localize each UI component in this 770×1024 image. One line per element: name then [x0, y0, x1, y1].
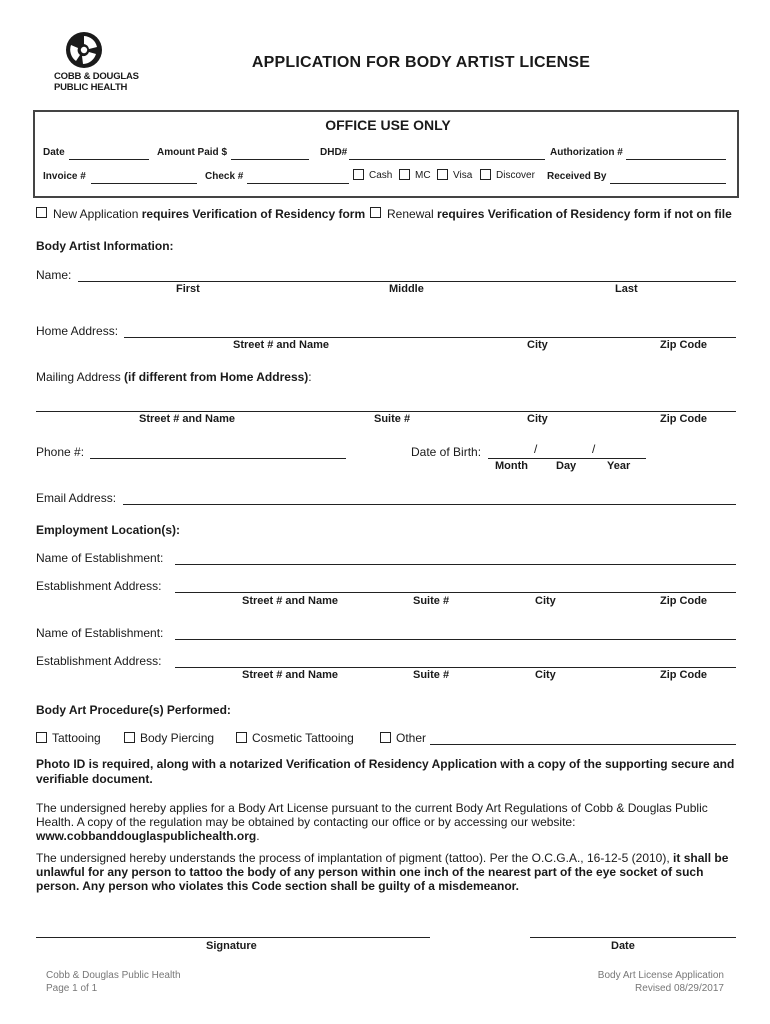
footer-right [598, 969, 724, 995]
dob-separator-1: / [534, 442, 538, 456]
authorization-field[interactable] [626, 159, 726, 160]
body-artist-heading: Body Artist Information: [36, 239, 174, 253]
mailing-zip-label: Zip Code [660, 413, 708, 425]
cash-label: Cash [369, 170, 393, 181]
footer-left [46, 969, 181, 995]
home-zip-label: Zip Code [660, 339, 708, 351]
invoice-field[interactable] [91, 183, 197, 184]
invoice-label: Invoice # [43, 171, 86, 182]
phone-field[interactable] [90, 458, 346, 459]
establishment-name-label-2: Name of Establishment: [36, 626, 164, 640]
establishment-2-zip-label: Zip Code [660, 669, 708, 681]
cosmetic-tattooing-checkbox[interactable] [236, 732, 247, 743]
establishment-2-city-label: City [535, 669, 556, 681]
mailing-suite-label: Suite # [374, 413, 411, 425]
renewal-requirement: requires Verification of Residency form if not on file [437, 207, 732, 221]
establishment-address-field-2[interactable] [175, 667, 736, 668]
establishment-name-label-1: Name of Establishment: [36, 551, 164, 565]
signature-date-field[interactable] [530, 937, 736, 938]
tattooing-label: Tattooing [52, 731, 101, 745]
dob-year-label: Year [607, 460, 631, 472]
dob-field[interactable] [488, 458, 646, 459]
dhd-field[interactable] [349, 159, 545, 160]
ocga-paragraph [36, 851, 736, 893]
signature-date-label: Date [611, 940, 635, 952]
office-use-box [33, 110, 739, 198]
mailing-address-prefix: Mailing Address [36, 370, 125, 384]
name-last-label: Last [615, 283, 638, 295]
amount-paid-field[interactable] [231, 159, 309, 160]
ocga-text: The undersigned hereby understands the process of implantation of pigment (tattoo). Per the O.C.G.A., 16-12-5 (2010), [36, 851, 674, 865]
mailing-address-label [36, 370, 312, 384]
regulation-end: . [256, 829, 260, 843]
received-by-field[interactable] [610, 183, 726, 184]
logo-org-line1: COBB & DOUGLAS [54, 71, 139, 82]
email-label: Email Address: [36, 491, 117, 505]
visa-checkbox[interactable] [437, 169, 448, 180]
footer-form-name: Body Art License Application [597, 970, 724, 981]
dob-label: Date of Birth: [411, 445, 482, 459]
home-city-label: City [527, 339, 548, 351]
establishment-1-suite-label: Suite # [413, 595, 450, 607]
footer-organization: Cobb & Douglas Public Health [46, 970, 181, 981]
renewal-checkbox[interactable] [370, 207, 381, 218]
home-street-label: Street # and Name [233, 339, 329, 351]
check-field[interactable] [247, 183, 349, 184]
phone-label: Phone #: [36, 445, 85, 459]
establishment-1-street-label: Street # and Name [242, 595, 338, 607]
dhd-label: DHD# [320, 147, 348, 158]
mc-checkbox[interactable] [399, 169, 410, 180]
office-use-title: OFFICE USE ONLY [325, 117, 451, 133]
signature-field[interactable] [36, 937, 430, 938]
other-label: Other [396, 731, 427, 745]
page-title: APPLICATION FOR BODY ARTIST LICENSE [251, 54, 591, 71]
footer-page-number: Page 1 of 1 [46, 983, 98, 994]
establishment-address-field-1[interactable] [175, 592, 736, 593]
renewal-label [387, 207, 732, 221]
office-date-label: Date [43, 147, 65, 158]
home-address-label: Home Address: [36, 324, 119, 338]
discover-checkbox[interactable] [480, 169, 491, 180]
regulation-text: The undersigned hereby applies for a Body Art License pursuant to the current Body Art Regulations of Cobb & Douglas Public Health. A copy of the regulation may be obtained by contacting our office or by accessing our website: [36, 801, 708, 829]
dob-day-label: Day [556, 460, 577, 472]
mailing-address-colon: : [308, 370, 312, 384]
footer-revision-date: Revised 08/29/2017 [635, 983, 724, 994]
name-middle-label: Middle [389, 283, 424, 295]
logo-org-line2: PUBLIC HEALTH [54, 82, 128, 93]
email-field[interactable] [123, 504, 736, 505]
other-checkbox[interactable] [380, 732, 391, 743]
establishment-name-field-1[interactable] [175, 564, 736, 565]
check-label: Check # [205, 171, 244, 182]
cash-checkbox[interactable] [353, 169, 364, 180]
received-by-label: Received By [547, 171, 607, 182]
mc-label: MC [415, 170, 431, 181]
amount-paid-label: Amount Paid $ [157, 147, 228, 158]
mailing-street-label: Street # and Name [139, 413, 235, 425]
establishment-address-label-2: Establishment Address: [36, 654, 162, 668]
cosmetic-tattooing-label: Cosmetic Tattooing [252, 731, 354, 745]
name-first-label: First [176, 283, 200, 295]
new-application-prefix: New Application [53, 207, 142, 221]
home-address-field[interactable] [124, 337, 736, 338]
establishment-2-street-label: Street # and Name [242, 669, 338, 681]
tattooing-checkbox[interactable] [36, 732, 47, 743]
photo-id-notice: Photo ID is required, along with a notarized Verification of Residency Application with a copy of the supporting secure and verifiable document. [36, 757, 735, 786]
establishment-1-city-label: City [535, 595, 556, 607]
ocga-warning: it shall be unlawful for any person to tattoo the body of any person within one inch of the nearest part of the eye socket of such person. Any person who violates this Code section shall be guilty of a misdemeanor. [36, 851, 729, 893]
establishment-1-zip-label: Zip Code [660, 595, 708, 607]
name-label: Name: [36, 268, 72, 282]
new-application-checkbox[interactable] [36, 207, 47, 218]
visa-label: Visa [453, 170, 473, 181]
discover-label: Discover [496, 170, 535, 181]
renewal-prefix: Renewal [387, 207, 438, 221]
other-procedure-field[interactable] [430, 744, 736, 745]
authorization-label: Authorization # [550, 147, 623, 158]
establishment-2-suite-label: Suite # [413, 669, 450, 681]
office-date-field[interactable] [69, 159, 149, 160]
name-field[interactable] [78, 281, 736, 282]
dob-month-label: Month [495, 460, 528, 472]
employment-heading: Employment Location(s): [36, 523, 181, 537]
mailing-address-field[interactable] [36, 411, 736, 412]
regulation-paragraph [36, 801, 736, 843]
establishment-name-field-2[interactable] [175, 639, 736, 640]
website-link[interactable]: www.cobbanddouglaspublichealth.org [36, 829, 257, 843]
new-application-requirement: requires Verification of Residency form [141, 207, 366, 221]
signature-label: Signature [206, 940, 257, 952]
body-piercing-checkbox[interactable] [124, 732, 135, 743]
establishment-address-label-1: Establishment Address: [36, 579, 162, 593]
procedures-heading: Body Art Procedure(s) Performed: [36, 703, 231, 717]
body-piercing-label: Body Piercing [140, 731, 215, 745]
mailing-address-note: (if different from Home Address) [124, 370, 309, 384]
new-application-label [53, 207, 365, 221]
dob-separator-2: / [592, 442, 596, 456]
mailing-city-label: City [527, 413, 548, 425]
